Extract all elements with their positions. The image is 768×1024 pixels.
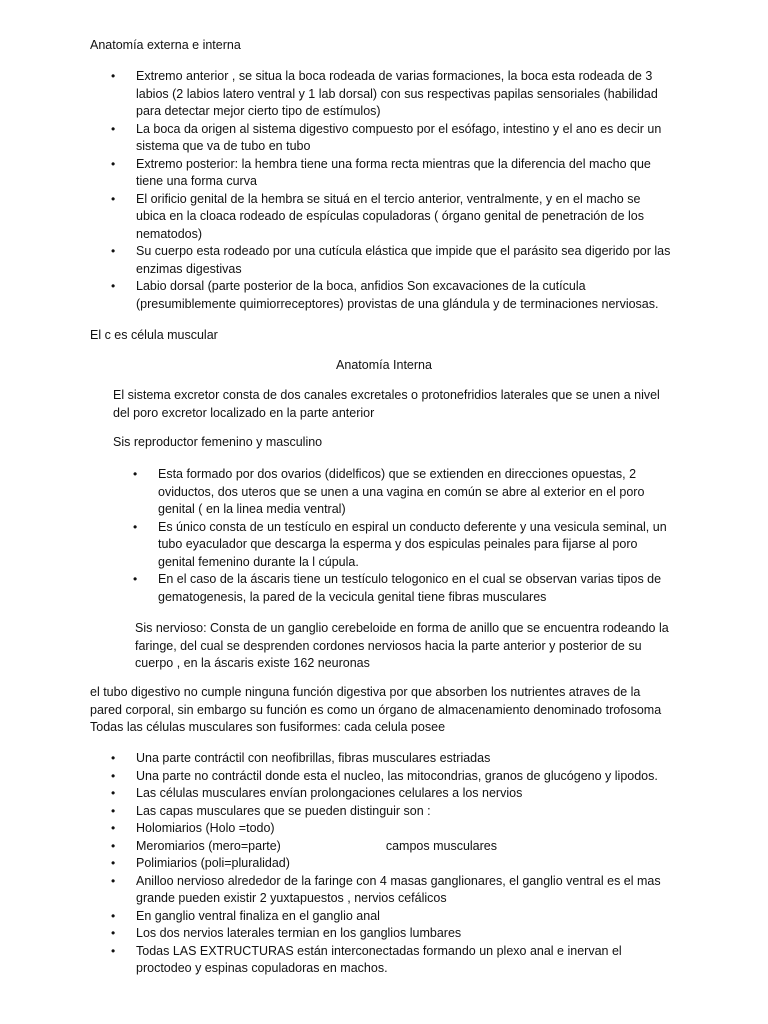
list-item: • Los dos nervios laterales termian en los ganglios lumbares (136, 925, 676, 943)
list-item: • En ganglio ventral finaliza en el ganglio anal (136, 908, 676, 926)
bullet-icon: • (111, 821, 116, 835)
bullet-icon: • (111, 244, 116, 258)
list-item: • Es único consta de un testículo en espiral un conducto deferente y una vesicula seminal, un tubo eyaculador que descarga la esperma y dos espiculas peinales para fijarse al poro genital femenino durante la l cúpula. (133, 519, 667, 569)
list-item: • La boca da origen al sistema digestivo compuesto por el esófago, intestino y el ano es decir un sistema que va de tubo en tubo (111, 121, 662, 153)
list-item: • El orificio genital de la hembra se situá en el tercio anterior, ventralmente, y en el macho se ubica en la cloaca rodeado de espículas copuladoras ( órgano genital de penetración de los nematodos) (111, 191, 644, 241)
bullet-list-anatomia-externa (111, 68, 672, 313)
paragraph-sis-nervioso: Sis nervioso: Consta de un ganglio cerebeloide en forma de anillo que se encuentra rodeando la faringe, del cual se desprenden cordones nerviosos hacia la parte anterior y posterior de su cuerpo , en la áscaris existe 162 neuronas (135, 621, 669, 670)
list-item: • Todas LAS EXTRUCTURAS están interconectadas formando un plexo anal e inervan el proctodeo y espinas copuladoras en machos. (111, 943, 622, 975)
bullet-icon: • (133, 572, 138, 586)
bullet-icon: • (111, 926, 116, 940)
list-item: • Polimiarios (poli=pluralidad) (136, 855, 676, 873)
list-item: • Esta formado por dos ovarios (didelficos) que se extienden en direcciones opuestas, 2 oviductos, dos uteros que se unen a una vagina en común se abre al exterior en el poro genital ( en la linea media ventral) (133, 467, 645, 516)
list-item: • Una parte contráctil con neofibrillas, fibras musculares estriadas (136, 750, 676, 768)
list-item: • Las células musculares envían prolongaciones celulares a los nervios (136, 785, 676, 803)
list-item: • Una parte no contráctil donde esta el nucleo, las mitocondrias, granos de glucógeno y lipodos. (136, 768, 676, 786)
bullet-icon: • (133, 519, 138, 534)
list-item: • Anilloo nervioso alrededor de la faringe con 4 masas ganglionares, el ganglio ventral es el mas grande pueden existir 2 yuxtapuestos , nervios cefálicos (111, 873, 661, 905)
subheading-sis-reproductor: Sis reproductor femenino y masculino (113, 435, 323, 449)
bullet-list-celulas-musculares (111, 750, 676, 978)
list-item: • Meromiarios (mero=parte) campos musculares (136, 838, 676, 856)
bullet-icon: • (111, 838, 116, 853)
bullet-icon: • (111, 156, 116, 171)
paragraph-sistema-excretor: El sistema excretor consta de dos canales excretales o protonefridios laterales que se unen a nivel del poro excretor localizado en la parte anterior (113, 388, 660, 420)
bullet-icon: • (111, 856, 116, 870)
section-heading-anatomia-externa: Anatomía externa e interna (90, 38, 241, 52)
bullet-icon: • (111, 121, 116, 136)
bullet-icon: • (111, 69, 116, 83)
bullet-icon: • (111, 943, 116, 958)
list-item: • Su cuerpo esta rodeado por una cutícula elástica que impide que el parásito sea digerido por las enzimas digestivas (111, 244, 671, 276)
bullet-icon: • (111, 751, 116, 765)
paragraph-tubo-digestivo: el tubo digestivo no cumple ninguna función digestiva por que absorben los nutrientes atraves de la pared corporal, sin embargo su función es como un órgano de almacenamiento denominado trofosoma Todas las células musculares son fusiformes: cada celula posee (90, 685, 662, 734)
list-item: • Extremo posterior: la hembra tiene una forma recta mientras que la diferencia del macho que tiene una forma curva (111, 156, 651, 188)
list-item: • Extremo anterior , se situa la boca rodeada de varias formaciones, la boca esta rodeada de 3 labios (2 labios latero ventral y 1 lab dorsal) con sus respectivas papilas sensoriales (habilidad para detectar mejor cierto tipo de estímulos) (111, 69, 658, 118)
section-heading-anatomia-interna: Anatomía Interna (336, 358, 432, 372)
list-item: • Holomiarios (Holo =todo) (136, 820, 676, 838)
list-item: • En el caso de la áscaris tiene un testículo telogonico en el cual se observan varias tipos de gematogenesis, la pared de la vecicula genital tiene fibras musculares (133, 572, 662, 604)
campos-musculares-label: campos musculares (385, 838, 497, 853)
bullet-icon: • (111, 768, 116, 783)
bullet-icon: • (133, 467, 138, 481)
bullet-list-reproductor (133, 466, 673, 606)
note-celula-muscular: El c es célula muscular (90, 328, 218, 342)
bullet-icon: • (111, 803, 116, 818)
bullet-icon: • (111, 191, 116, 206)
bullet-icon: • (111, 279, 116, 293)
bullet-icon: • (111, 873, 116, 888)
bullet-icon: • (111, 786, 116, 800)
list-item: • Labio dorsal (parte posterior de la boca, anfidios Son excavaciones de la cutícula (presumiblemente quimiorreceptores) provistas de una glándula y de terminaciones nerviosas. (111, 279, 659, 311)
list-item: • Las capas musculares que se pueden distinguir son : (136, 803, 676, 821)
bullet-icon: • (111, 908, 116, 923)
